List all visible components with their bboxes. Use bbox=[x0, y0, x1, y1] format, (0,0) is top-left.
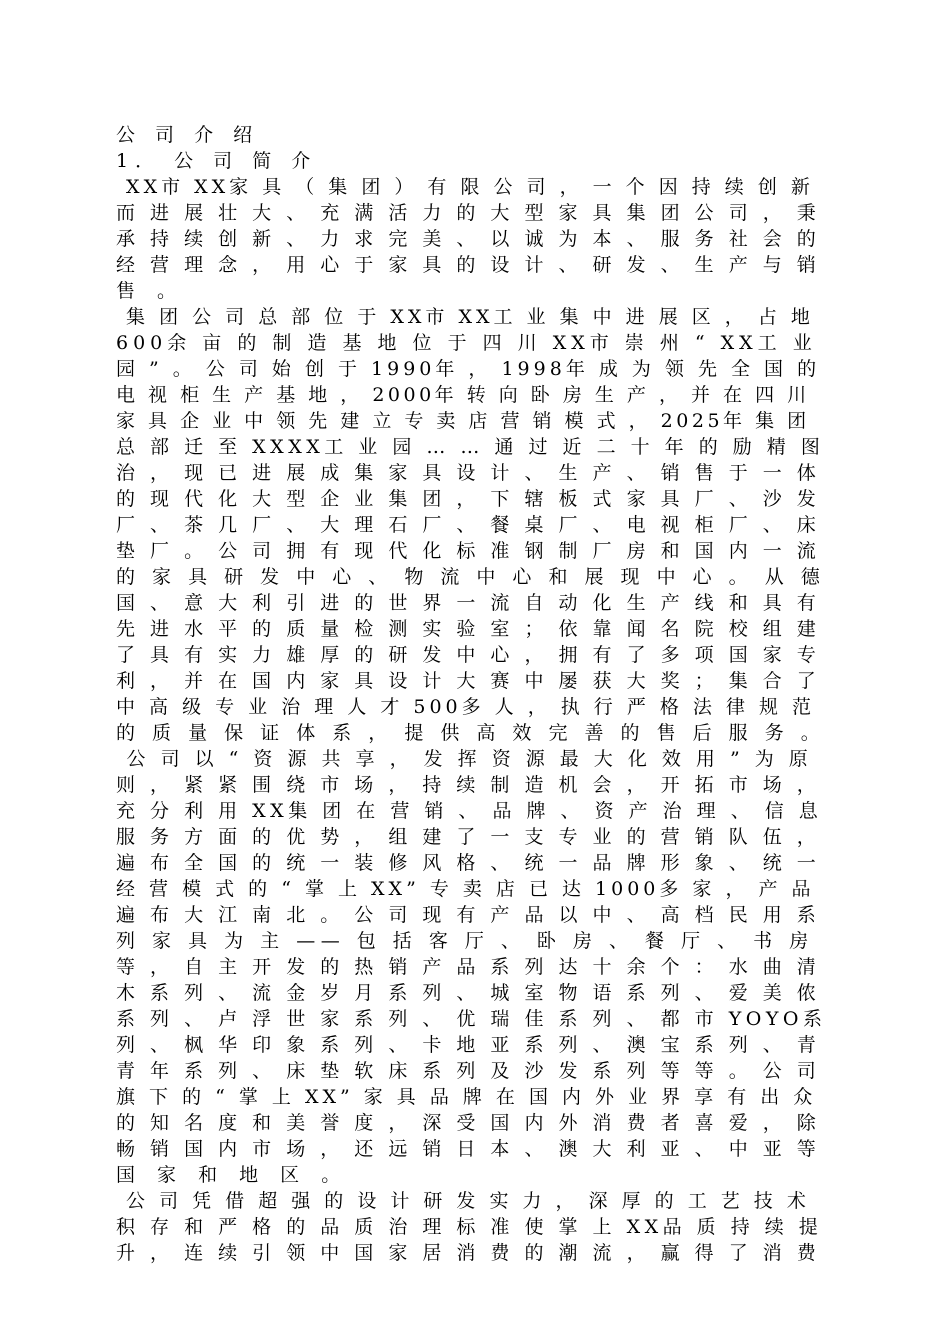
paragraph-line: 利 ， 并 在 国 内 家 具 设 计 大 赛 中 屡 获 大 奖 ； 集 合 了 bbox=[116, 670, 821, 692]
paragraph-line: 青 年 系 列 、 床 垫 软 床 系 列 及 沙 发 系 列 等 等 。 公 司 bbox=[116, 1060, 821, 1082]
paragraph-line: 的 家 具 研 发 中 心 、 物 流 中 心 和 展 现 中 心 。 从 德 bbox=[116, 566, 826, 588]
paragraph-line: 等 ， 自 主 开 发 的 热 销 产 品 系 列 达 十 余 个 ： 水 曲 清 bbox=[116, 956, 821, 978]
paragraph-line: 木 系 列 、 流 金 岁 月 系 列 、 城 室 物 语 系 列 、 爱 美 侬 bbox=[116, 982, 821, 1004]
paragraph-line: 的 质 量 保 证 体 系 ， 提 供 高 效 完 善 的 售 后 服 务 。 bbox=[116, 722, 826, 744]
paragraph-line: 旗 下 的 “ 掌 上 XX” 家 具 品 牌 在 国 内 外 业 界 享 有 出 众 bbox=[116, 1086, 817, 1108]
paragraph-line: 积 存 和 严 格 的 品 质 治 理 标 准 使 掌 上 XX品 质 持 续 提 bbox=[116, 1216, 823, 1238]
paragraph-line: 家 具 企 业 中 领 先 建 立 专 卖 店 营 销 模 式 ， 2025年 集 团 bbox=[116, 410, 810, 432]
paragraph-line: 列 、 枫 华 印 象 系 列 、 卡 地 亚 系 列 、 澳 宝 系 列 、 青 bbox=[116, 1034, 821, 1056]
paragraph-line: 了 具 有 实 力 雄 厚 的 研 发 中 心 ， 拥 有 了 多 项 国 家 专 bbox=[116, 644, 821, 666]
paragraph-line: 系 列 、 卢 浮 世 家 系 列 、 优 瑞 佳 系 列 、 都 市 YOYO系 bbox=[116, 1008, 827, 1030]
paragraph-line: 电 视 柜 生 产 基 地 ， 2000年 转 向 卧 房 生 产 ， 并 在 四 川 bbox=[116, 384, 810, 406]
paragraph-line: 的 现 代 化 大 型 企 业 集 团 ， 下 辖 板 式 家 具 厂 、 沙 发 bbox=[116, 488, 821, 510]
paragraph-line: 中 高 级 专 业 治 理 人 才 500多 人 ， 执 行 严 格 法 律 规 范 bbox=[116, 696, 816, 718]
paragraph-line: 厂 、 茶 几 厂 、 大 理 石 厂 、 餐 桌 厂 、 电 视 柜 厂 、 床 bbox=[116, 514, 821, 536]
paragraph bbox=[116, 304, 828, 746]
paragraph-line: 600余 亩 的 制 造 基 地 位 于 四 川 XX市 崇 州 “ XX工 业 bbox=[116, 332, 817, 354]
paragraph-line: 遍 布 全 国 的 统 一 装 修 风 格 、 统 一 品 牌 形 象 、 统 一 bbox=[116, 852, 821, 874]
paragraph-line: 的 知 名 度 和 美 誉 度 ， 深 受 国 内 外 消 费 者 喜 爱 ， 除 bbox=[116, 1112, 821, 1134]
paragraph-line: 公 司 以 “ 资 源 共 享 ， 发 挥 资 源 最 大 化 效 用 ” 为 原 bbox=[116, 748, 813, 770]
paragraph-line: 充 分 利 用 XX集 团 在 营 销 、 品 牌 、 资 产 治 理 、 信 息 bbox=[116, 800, 823, 822]
paragraph-line: 经 营 模 式 的 “ 掌 上 XX” 专 卖 店 已 达 1000多 家 ， 产 品 bbox=[116, 878, 815, 900]
paragraph-line: 集 团 公 司 总 部 位 于 XX市 XX工 业 集 中 进 展 区 ， 占 地 bbox=[116, 306, 814, 328]
paragraph-line: 列 家 具 为 主 —— 包 括 客 厅 、 卧 房 、 餐 厅 、 书 房 bbox=[116, 930, 814, 952]
paragraph bbox=[116, 174, 828, 304]
paragraph-line: 售 。 bbox=[116, 280, 185, 302]
paragraph-line: XX市 XX家 具 （ 集 团 ） 有 限 公 司 ， 一 个 因 持 续 创 新 bbox=[116, 176, 814, 198]
paragraph-line: 国 、 意 大 利 引 进 的 世 界 一 流 自 动 化 生 产 线 和 具 有 bbox=[116, 592, 821, 614]
section-heading: 1． 公 司 简 介 bbox=[116, 150, 318, 172]
paragraph-line: 遍 布 大 江 南 北 。 公 司 现 有 产 品 以 中 、 高 档 民 用 系 bbox=[116, 904, 821, 926]
paragraph-line: 升 ， 连 续 引 领 中 国 家 居 消 费 的 潮 流 ， 赢 得 了 消 费 bbox=[116, 1242, 821, 1264]
paragraph bbox=[116, 1188, 828, 1266]
paragraph-line: 经 营 理 念 ， 用 心 于 家 具 的 设 计 、 研 发 、 生 产 与 销 bbox=[116, 254, 821, 276]
paragraph-line: 园 ” 。 公 司 始 创 于 1990年 ， 1998年 成 为 领 先 全 国 的 bbox=[116, 358, 821, 380]
paragraph-line: 则 ， 紧 紧 围 绕 市 场 ， 持 续 制 造 机 会 ， 开 拓 市 场 ， bbox=[116, 774, 821, 796]
paragraph-line: 先 进 水 平 的 质 量 检 测 实 验 室 ； 依 靠 闻 名 院 校 组 建 bbox=[116, 618, 821, 640]
paragraph-line: 治 ， 现 已 进 展 成 集 家 具 设 计 、 生 产 、 销 售 于 一 体 bbox=[116, 462, 821, 484]
paragraph-line: 畅 销 国 内 市 场 ， 还 远 销 日 本 、 澳 大 利 亚 、 中 亚 等 bbox=[116, 1138, 821, 1160]
paragraph-line: 而 进 展 壮 大 、 充 满 活 力 的 大 型 家 具 集 团 公 司 ， 秉 bbox=[116, 202, 821, 224]
paragraph-line: 承 持 续 创 新 、 力 求 完 美 、 以 诚 为 本 、 服 务 社 会 的 bbox=[116, 228, 821, 250]
paragraph-line: 国 家 和 地 区 。 bbox=[116, 1164, 349, 1186]
document-title: 公 司 介 绍 bbox=[116, 124, 260, 146]
paragraph-list bbox=[116, 174, 828, 1266]
paragraph-line: 服 务 方 面 的 优 势 ， 组 建 了 一 支 专 业 的 营 销 队 伍 ， bbox=[116, 826, 821, 848]
paragraph-line: 垫 厂 。 公 司 拥 有 现 代 化 标 准 钢 制 厂 房 和 国 内 一 流 bbox=[116, 540, 821, 562]
paragraph-line: 总 部 迁 至 XXXX工 业 园 … … 通 过 近 二 十 年 的 励 精 图 bbox=[116, 436, 825, 458]
paragraph bbox=[116, 746, 828, 1188]
paragraph-line: 公 司 凭 借 超 强 的 设 计 研 发 实 力 ， 深 厚 的 工 艺 技 术 bbox=[116, 1190, 810, 1212]
document-body bbox=[116, 122, 828, 1266]
